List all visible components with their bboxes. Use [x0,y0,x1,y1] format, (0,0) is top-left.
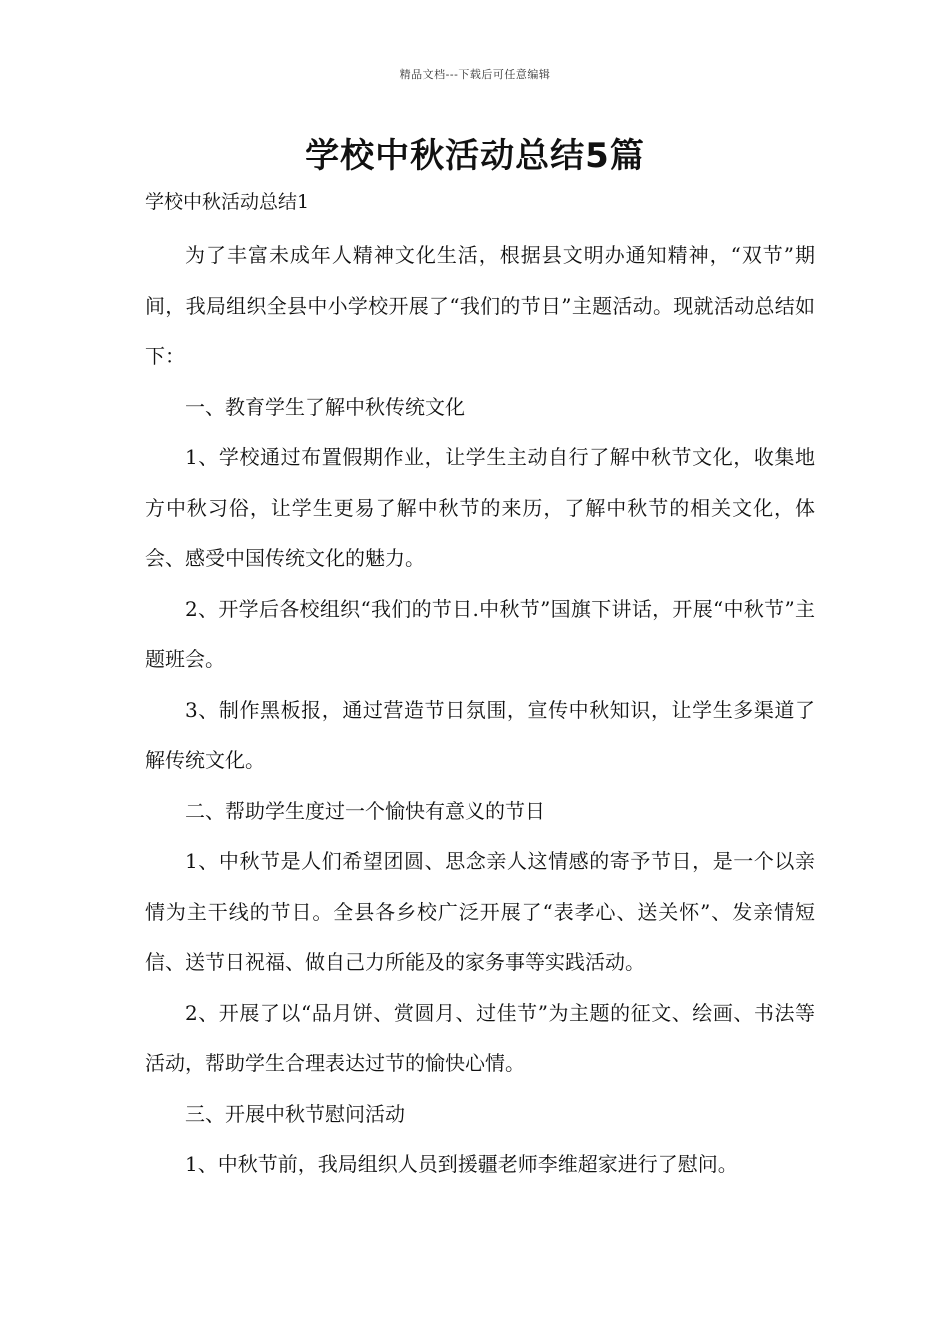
section-subtitle: 学校中秋活动总结1 [145,191,310,213]
paragraph: 1、中秋节是人们希望团圆、思念亲人这情感的寄予节日，是一个以亲情为主干线的节日。全县各乡校广泛开展了“表孝心、送关怀”、发亲情短信、送节日祝福、做自己力所能及的家务事等实践活动。 [145,849,815,974]
paragraph: 1、中秋节前，我局组织人员到援疆老师李维超家进行了慰问。 [185,1152,738,1176]
header-note: 精品文档---下载后可任意编辑 [399,68,551,81]
paragraph: 3、制作黑板报，通过营造节日氛围，宣传中秋知识，让学生多渠道了解传统文化。 [145,697,815,772]
section-heading-3: 三、开展中秋节慰问活动 [185,1101,405,1126]
document-body [145,230,815,1190]
section-heading-2: 二、帮助学生度过一个愉快有意义的节日 [185,798,545,823]
section-heading-1: 一、教育学生了解中秋传统文化 [185,394,465,419]
paragraph: 2、开学后各校组织“我们的节日.中秋节”国旗下讲话，开展“中秋节”主题班会。 [145,596,815,671]
paragraph: 1、学校通过布置假期作业，让学生主动自行了解中秋节文化，收集地方中秋习俗，让学生更易了解中秋节的来历，了解中秋节的相关文化，体会、感受中国传统文化的魅力。 [145,445,815,570]
paragraph: 2、开展了以“品月饼、赏圆月、过佳节”为主题的征文、绘画、书法等活动，帮助学生合理表达过节的愉快心情。 [145,1000,815,1075]
paragraph-intro: 为了丰富未成年人精神文化生活，根据县文明办通知精神，“双节”期间，我局组织全县中小学校开展了“我们的节日”主题活动。现就活动总结如下： [145,243,815,368]
document-title: 学校中秋活动总结5篇 [305,136,645,176]
